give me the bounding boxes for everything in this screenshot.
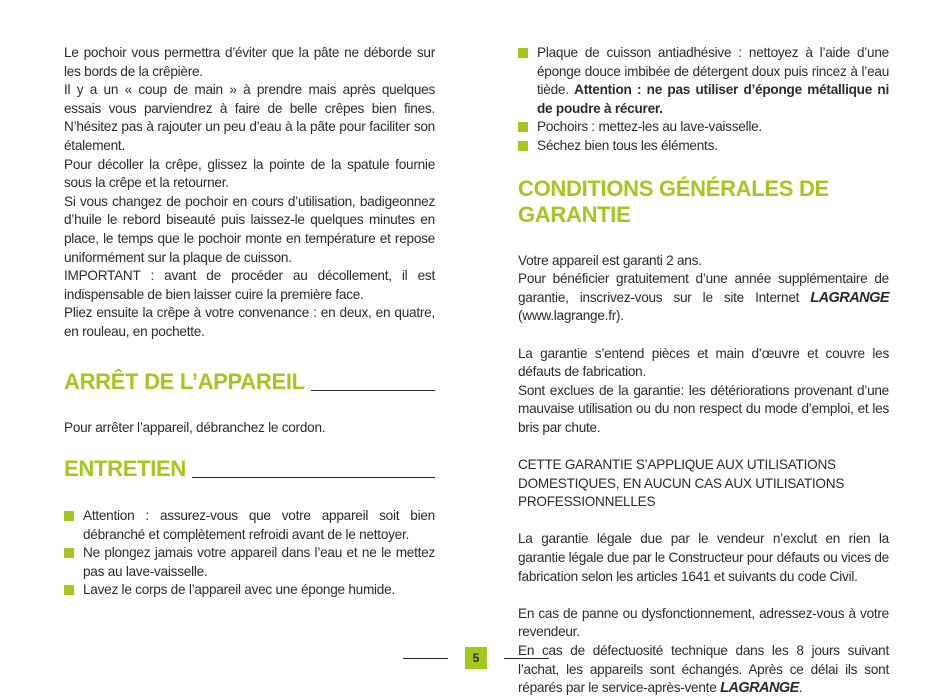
bullet-square-icon — [518, 122, 528, 132]
bullet-square-icon — [64, 511, 74, 521]
list-item: Attention : assurez-vous que votre appareil soit bien débranché et complètement refroidi avant de le nettoyer. — [64, 507, 435, 544]
defect-text: En cas de défectuosité technique dans les 8 jours suivant l’achat, les appareils sont échangés. Après ce délai ils sont réparés par le service-après-vente LAGRANGE. — [518, 643, 889, 697]
arret-heading-text: ARRÊT DE L’APPAREIL — [64, 368, 305, 394]
list-item: Lavez le corps de l’appareil avec une éponge humide. — [64, 581, 435, 600]
domestic-use-text: CETTE GARANTIE S’APPLIQUE AUX UTILISATIONS DOMESTIQUES, EN AUCUN CAS AUX UTILISATIONS PROFESSIONNELLES — [518, 457, 845, 510]
bullet-square-icon — [518, 48, 528, 58]
intro-paragraph: Il y a un « coup de main » à prendre mais après quelques essais vous parviendrez à faire de belle crêpes bien fines. N’hésitez pas à rajouter un peu d’eau à la pâte pour faciliter son étalement. — [64, 82, 435, 153]
intro-paragraph: Si vous changez de pochoir en cours d’utilisation, badigeonnez d’huile le rebord biseauté puis laissez-le quelques minutes en place, le temps que le pochoir monte en température et repose uniformément sur la plaque de cuisson. — [64, 193, 435, 265]
list-item: Pochoirs : mettez-les au lave-vaisselle. — [518, 118, 889, 137]
warning-text: Attention : ne pas utiliser d’éponge métallique ni de poudre à récurer. — [537, 82, 889, 116]
garantie-heading-text: CONDITIONS GÉNÉRALES DE GARANTIE — [518, 175, 829, 227]
left-column — [64, 44, 435, 600]
heading-rule — [311, 390, 435, 391]
page-number: 5 — [465, 647, 487, 669]
intro-paragraph: Pour décoller la crêpe, glissez la pointe de la spatule fournie sous la crêpe et la retourner. — [64, 156, 435, 191]
list-item: Séchez bien tous les éléments. — [518, 137, 889, 156]
brand-logo: LAGRANGE — [810, 289, 889, 306]
entretien-heading — [64, 456, 435, 482]
bullet-square-icon — [64, 548, 74, 558]
bullet-square-icon — [64, 585, 74, 595]
intro-paragraph: Pliez ensuite la crêpe à votre convenance : en deux, en quatre, en rouleau, en pochette. — [64, 305, 435, 339]
brand-logo: LAGRANGE — [720, 680, 799, 697]
arret-text: Pour arrêter l’appareil, débranchez le cordon. — [64, 419, 326, 435]
pieces-text: La garantie s’entend pièces et main d’œuvre et couvre les défauts de fabrication. — [518, 345, 889, 380]
entretien-list-continued — [518, 44, 889, 156]
list-item: Plaque de cuisson antiadhésive : nettoyez à l’aide d’une éponge douce imbibée de détergent doux puis rincez à l’eau tiède. Attention : ne pas utiliser d’éponge métallique ni de poudre à récurer. — [518, 44, 889, 118]
intro-paragraph: IMPORTANT : avant de procéder au décollement, il est indispensable de bien laisser cuire la première face. — [64, 268, 435, 302]
garanti-text: Votre appareil est garanti 2 ans. — [518, 252, 702, 268]
entretien-list — [64, 507, 435, 600]
list-item: Ne plongez jamais votre appareil dans l’eau et ne le mettez pas au lave-vaisselle. — [64, 544, 435, 581]
right-column — [518, 44, 889, 698]
bullet-square-icon — [518, 141, 528, 151]
heading-rule — [192, 477, 435, 478]
entretien-heading-text: ENTRETIEN — [64, 456, 186, 482]
arret-heading — [64, 369, 435, 395]
exclusions-text: Sont exclues de la garantie: les détériorations provenant d’une mauvaise utilisation ou du non respect du mode d’emploi, et les bris par chute. — [518, 382, 889, 435]
intro-paragraph: Le pochoir vous permettra d’éviter que la pâte ne déborde sur les bords de la crêpière. — [64, 45, 435, 79]
page-footer — [0, 647, 950, 667]
footer-rule — [504, 658, 549, 659]
inscription-text: Pour bénéficier gratuitement d’une année supplémentaire de garantie, inscrivez-vous sur le site Internet LAGRANGE (www.lagrange.fr). — [518, 271, 889, 324]
website-text: (www.lagrange.fr). — [518, 308, 624, 324]
garantie-heading — [518, 176, 889, 228]
breakdown-text: En cas de panne ou dysfonctionnement, adressez-vous à votre revendeur. — [518, 605, 889, 640]
footer-rule — [403, 658, 448, 659]
legal-warranty-text: La garantie légale due par le vendeur n’exclut en rien la garantie légale due par le Constructeur pour défauts ou vices de fabrication selon les articles 1641 et suivants du code Civil. — [518, 531, 889, 584]
